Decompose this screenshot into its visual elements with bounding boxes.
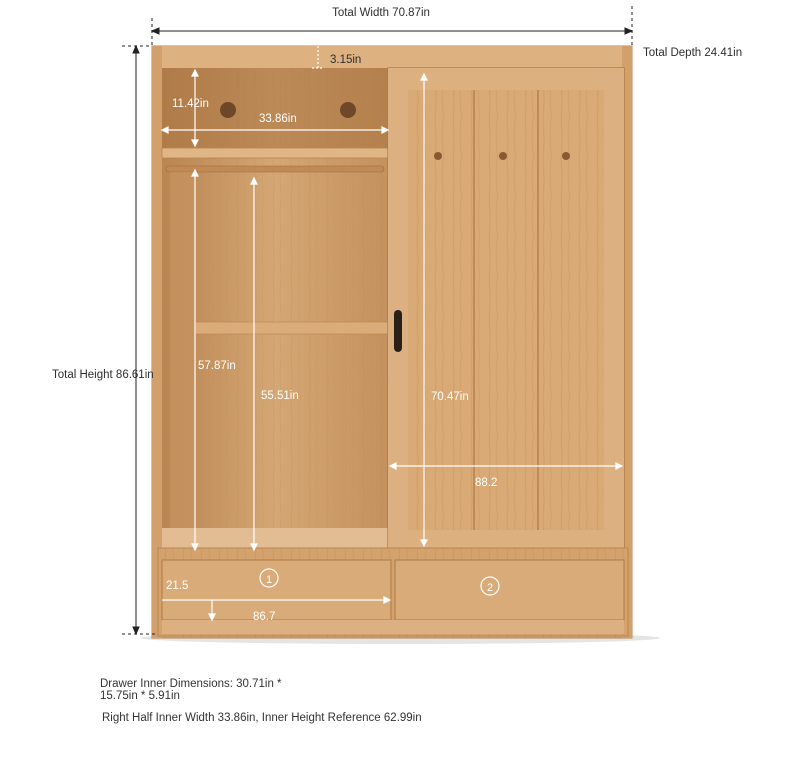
hook-icon	[340, 102, 356, 118]
notes	[100, 678, 422, 724]
top-gap-label: 3.15in	[330, 54, 362, 66]
door-height-label: 70.47in	[431, 391, 469, 403]
knob-icon	[562, 152, 570, 160]
door-handle[interactable]	[394, 310, 402, 352]
hook-icon	[220, 102, 236, 118]
drawer-2[interactable]	[395, 560, 624, 620]
drawer-1[interactable]	[162, 560, 391, 620]
left-height-a-label: 57.87in	[198, 360, 236, 372]
drawer-depth-label: 21.5	[166, 580, 189, 592]
door-width-label: 88.2	[475, 477, 498, 489]
svg-text:2: 2	[486, 582, 494, 594]
svg-text:1: 1	[265, 574, 273, 586]
drawer-base	[158, 548, 628, 636]
left-height-b-label: 55.51in	[261, 390, 299, 402]
drawer-width-label: 86.7	[253, 611, 276, 623]
total-width-label: Total Width 70.87in	[332, 7, 430, 19]
shelf-height-label: 11.42in	[172, 98, 209, 110]
knob-icon	[434, 152, 442, 160]
right-half-note: Right Half Inner Width 33.86in, Inner Height Reference 62.99in	[102, 712, 422, 724]
total-depth-label: Total Depth 24.41in	[643, 47, 743, 59]
hanging-rod	[166, 166, 384, 172]
shelf	[162, 148, 388, 158]
drawer-inner-note: Drawer Inner Dimensions: 30.71in * 15.75in * 5.91in	[100, 678, 282, 702]
inner-width-label: 33.86in	[259, 113, 297, 125]
knob-icon	[499, 152, 507, 160]
total-height-label: Total Height 86.61in	[52, 369, 154, 381]
